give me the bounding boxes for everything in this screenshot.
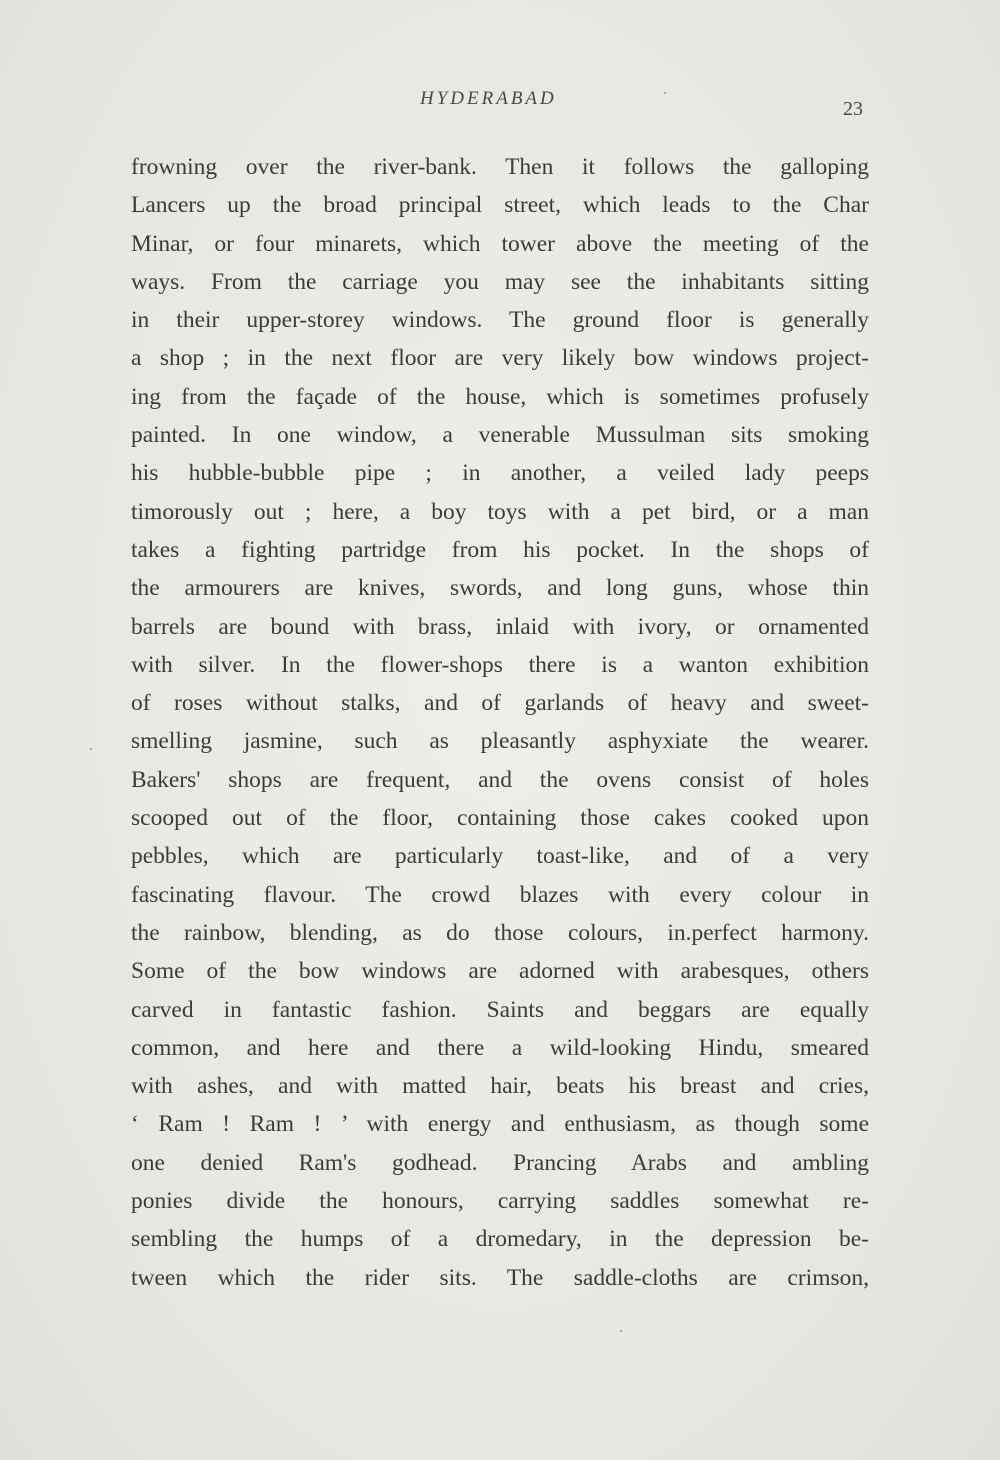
text-line: with silver. In the flower-shops there is a wanton exhibition — [131, 651, 869, 678]
text-line: takes a fighting partridge from his pocket. In the shops of — [131, 536, 869, 563]
running-title: HYDERABAD — [420, 88, 557, 109]
text-line: sembling the humps of a dromedary, in the depression be- — [131, 1226, 869, 1253]
text-line: tween which the rider sits. The saddle-cloths are crimson, — [131, 1264, 869, 1291]
body-text — [131, 148, 869, 1297]
page-number: 23 — [843, 98, 863, 120]
text-line: the rainbow, blending, as do those colours, in.perfect harmony. — [131, 919, 869, 946]
text-line: of roses without stalks, and of garlands of heavy and sweet- — [131, 690, 869, 717]
text-line: barrels are bound with brass, inlaid with ivory, or ornamented — [131, 613, 869, 640]
text-line: painted. In one window, a venerable Mussulman sits smoking — [131, 422, 869, 449]
text-line: ponies divide the honours, carrying saddles somewhat re- — [131, 1188, 869, 1215]
text-line: in their upper-storey windows. The ground floor is generally — [131, 307, 869, 334]
text-line: ing from the façade of the house, which is sometimes profusely — [131, 383, 869, 410]
text-line: carved in fantastic fashion. Saints and beggars are equally — [131, 996, 869, 1023]
text-line: Lancers up the broad principal street, which leads to the Char — [131, 192, 869, 219]
text-line: common, and here and there a wild-looking Hindu, smeared — [131, 1034, 869, 1061]
text-line: ‘ Ram ! Ram ! ’ with energy and enthusiasm, as though some — [131, 1111, 869, 1138]
running-head — [0, 88, 1000, 118]
text-line: pebbles, which are particularly toast-like, and of a very — [131, 843, 869, 870]
text-line: Minar, or four minarets, which tower above the meeting of the — [131, 230, 869, 257]
paper-speck — [90, 748, 92, 750]
text-line: scooped out of the floor, containing those cakes cooked upon — [131, 805, 869, 832]
text-line: his hubble-bubble pipe ; in another, a veiled lady peeps — [131, 460, 869, 487]
text-line: with ashes, and with matted hair, beats his breast and cries, — [131, 1073, 869, 1100]
text-line: Some of the bow windows are adorned with arabesques, others — [131, 958, 869, 985]
paper-speck — [620, 1330, 622, 1332]
text-line: frowning over the river-bank. Then it follows the galloping — [131, 154, 869, 180]
text-line: a shop ; in the next floor are very likely bow windows project- — [131, 345, 869, 372]
text-line: smelling jasmine, such as pleasantly asphyxiate the wearer. — [131, 728, 869, 755]
text-line: ways. From the carriage you may see the inhabitants sitting — [131, 268, 869, 295]
text-line: fascinating flavour. The crowd blazes with every colour in — [131, 881, 869, 908]
text-line: the armourers are knives, swords, and long guns, whose thin — [131, 575, 869, 602]
text-line: one denied Ram's godhead. Prancing Arabs and ambling — [131, 1149, 869, 1176]
text-line: timorously out ; here, a boy toys with a pet bird, or a man — [131, 498, 869, 525]
text-line: Bakers' shops are frequent, and the ovens consist of holes — [131, 766, 869, 793]
paper-speck — [664, 92, 666, 94]
